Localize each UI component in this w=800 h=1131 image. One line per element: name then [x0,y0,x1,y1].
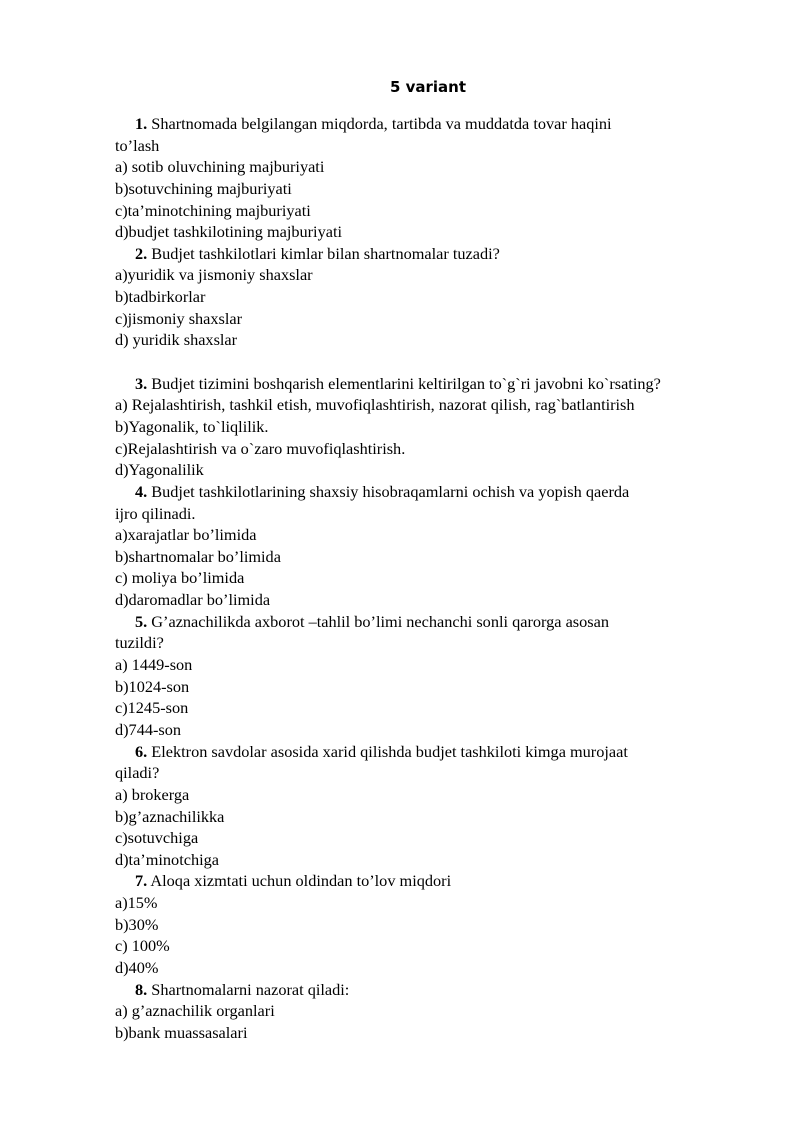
question-1 [115,113,755,243]
answer-option-b: b)tadbirkorlar [115,287,206,307]
question-line: qiladi? [115,763,160,783]
answer-option-a: a)yuridik va jismoniy shaxslar [115,265,313,285]
answer-option-a: a) 1449-son [115,655,193,675]
answer-option-d: d)Yagonalilik [115,460,204,480]
question-number: 7. [135,871,148,891]
answer-option-c: c) moliya bo’limida [115,568,245,588]
answer-option-a: a) brokerga [115,784,190,804]
answer-option-a: a) sotib oluvchining majburiyati [115,157,325,177]
answer-option-b: b)sotuvchining majburiyati [115,178,292,198]
question-2 [115,243,755,351]
question-line: Budjet tashkilotlari kimlar bilan shartnomalar tuzadi? [147,243,500,263]
question-line: Aloqa xizmtati uchun oldindan to’lov miqdori [147,871,452,891]
question-number: 8. [135,979,148,999]
answer-option-b: b)shartnomalar bo’limida [115,546,281,566]
answer-option-d: d) yuridik shaxslar [115,330,238,350]
question-line: Budjet tashkilotlarining shaxsiy hisobraqamlarni ochish va yopish qaerda [147,481,630,501]
question-line: Shartnomada belgilangan miqdorda, tartibda va muddatda tovar haqini [147,114,612,133]
answer-option-d: d)daromadlar bo’limida [115,590,271,610]
question-number: 3. [135,373,148,393]
question-line: Elektron savdolar asosida xarid qilishda budjet tashkiloti kimga murojaat [147,741,628,761]
question-text [115,243,755,265]
question-text [115,113,755,135]
page-title: 5 variant [389,78,467,96]
answer-option-b: b)Yagonalik, to`liqlilik. [115,416,269,436]
question-number: 4. [135,481,148,501]
question-line: to’lash [115,135,160,155]
question-number: 2. [135,243,148,263]
answer-option-d: d)budjet tashkilotining majburiyati [115,222,342,242]
answer-option-d: d)744-son [115,719,182,739]
answer-option-c: c) 100% [115,936,170,956]
answer-option-b: b)g’aznachilikka [115,806,225,826]
question-7 [115,870,755,978]
answer-option-b: b)30% [115,914,159,934]
answer-option-c: c)1245-son [115,698,189,718]
question-8 [115,979,755,1044]
question-line: Shartnomalarni nazorat qiladi: [147,979,350,999]
document-body [115,113,755,1044]
question-4 [115,481,755,611]
question-text [115,611,755,633]
answer-option-b: b)1024-son [115,676,190,696]
question-line: G’aznachilikda axborot –tahlil bo’limi nechanchi sonli qarorga asosan [147,611,609,631]
question-5 [115,611,755,741]
answer-option-a: a)15% [115,893,158,913]
question-text [115,870,755,892]
question-number: 6. [135,741,148,761]
answer-option-d: d)ta’minotchiga [115,849,219,869]
question-text [115,373,755,395]
answer-option-a: a)xarajatlar bo’limida [115,525,257,545]
answer-option-a: a) Rejalashtirish, tashkil etish, muvofiqlashtirish, nazorat qilish, rag`batlantirish [115,395,635,415]
question-line: Budjet tizimini boshqarish elementlarini keltirilgan to`g`ri javobni ko`rsating? [147,373,661,393]
answer-option-c: c)Rejalashtirish va o`zaro muvofiqlashtirish. [115,438,406,458]
question-number: 5. [135,611,148,631]
answer-option-c: c)ta’minotchining majburiyati [115,200,311,220]
question-3 [115,373,755,481]
question-line: ijro qilinadi. [115,503,196,523]
question-line: tuzildi? [115,633,164,653]
answer-option-b: b)bank muassasalari [115,1022,248,1042]
question-number: 1. [135,114,148,133]
answer-option-a: a) g’aznachilik organlari [115,1001,275,1021]
answer-option-c: c)jismoniy shaxslar [115,308,243,328]
question-text [115,979,755,1001]
blank-line [115,351,755,373]
answer-option-d: d)40% [115,957,159,977]
question-text [115,741,755,763]
answer-option-c: c)sotuvchiga [115,828,199,848]
question-text [115,481,755,503]
question-6 [115,741,755,871]
